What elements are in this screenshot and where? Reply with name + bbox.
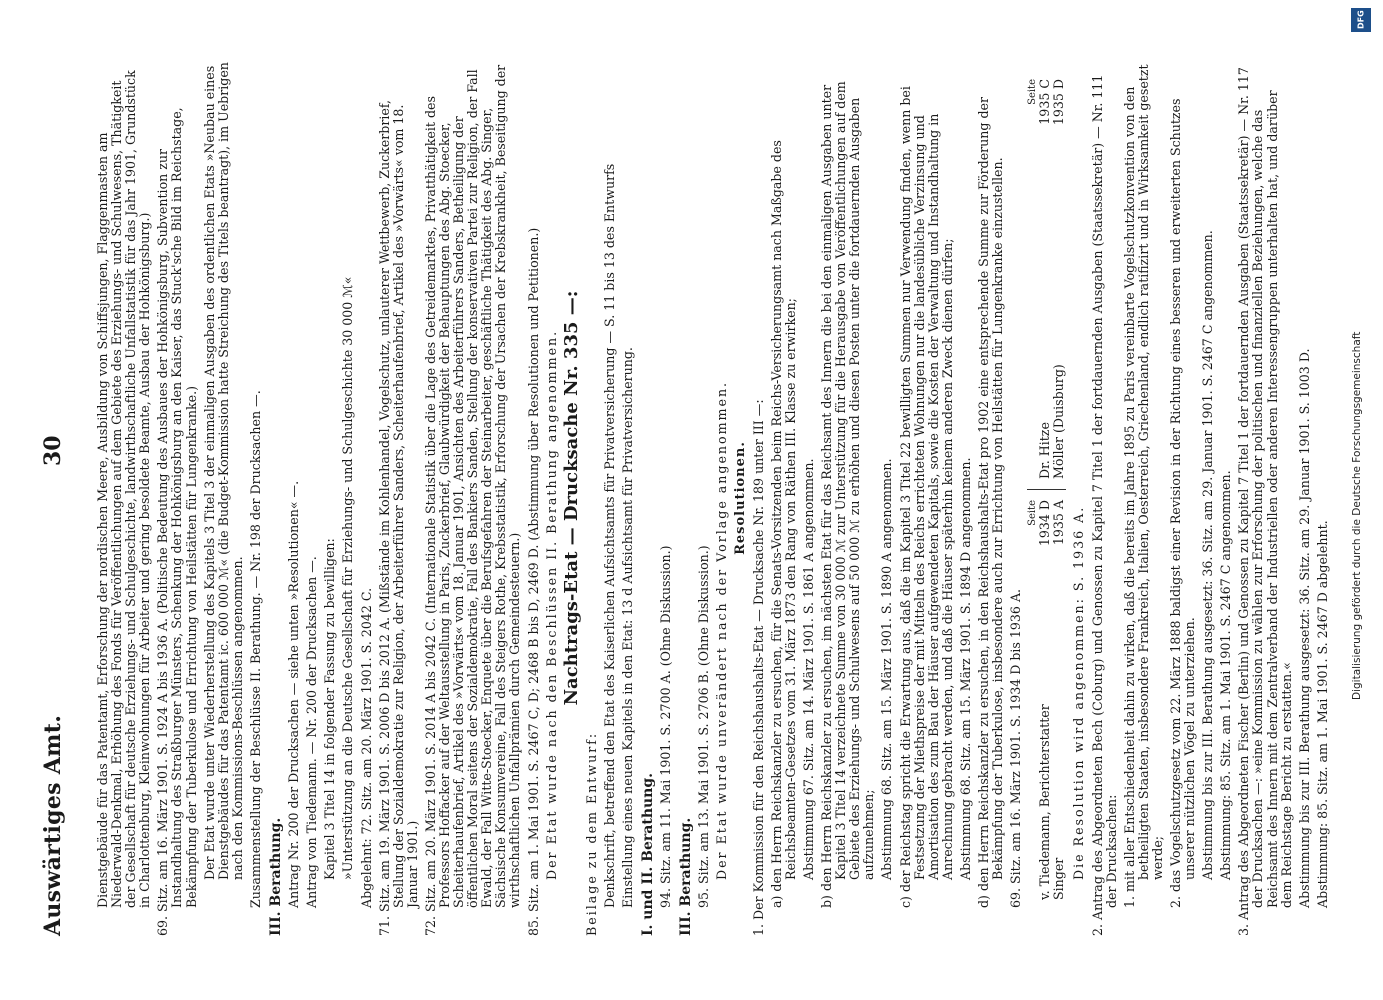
vote-result: Die Resolution wird angenommen: S. 1936 A. — [1071, 505, 1087, 880]
resolution-item: 2. Antrag des Abgeordneten Bech (Coburg) und Genossen zu Kapitel 7 Titel 1 der fortdauernden Ausgaben (Staatssekretär) — Nr. 111 der Drucksachen: — [1089, 74, 1119, 936]
resolution-item: 3. Antrag des Abgeordneten Fischer (Berlin) und Genossen zu Kapitel 7 Titel 1 der fortdauernden Ausgaben (Staatssekretär) — Nr. 117 der Drucksachen —: »eine Kommission zu wählen zur Erforschung der politischen und finanziellen Beziehungen, welche das Reichsamt des Innern mit dem Zentralverband der Industriellen oder anderen Interessengruppen unterhalten hat, und darüber dem Reichstage Bericht zu erstatten.« — [1236, 67, 1294, 936]
session-entry: 72. Sitz. am 20. März 1901. S. 2014 A bis 2042 C. (Internationale Statistik über die Lage des Getreidemarktes, Privatthätigkeit des Professors Hoffacker auf der Weltausstellung in Paris, Zuckerbrief, Glaubwürdigkeit der Behauptungen des Abg. Stoecker, Scheiterhaufenbrief, Artikel des »Vorwärts« vom 18. Januar 1901, Ansichten des Arbeiterführers Sanders, Betheiligung der öffentlichen Moral seitens der Sozialdemokratie, Fall des Bankiers Sanden, Stellung der konservativen Partei zur Religion, der Fall Ewald, der Fall Witte-Stoecker, Enquete über die Berufsgefahren der Steinarbeiter, geschäftliche Thätigkeit des Abg. Singer, Sächsische Konsumvereine, Fall des Steigers Rothe, Krebsstatistik, Erforschung der Ursachen der Krebskrankheit, Beseitigung der wirthschaftlichen Unfallprämien durch Gemeindesteuern.) — [422, 64, 523, 936]
speaker-page: 1935 C — [1037, 79, 1053, 125]
section-heading: I. und II. Berathung. — [640, 772, 657, 936]
dfg-logo-icon: DFG — [1351, 8, 1371, 32]
page-header — [14, 60, 84, 936]
resolution-subitem: a) den Herrn Reichskanzler zu ersuchen, für die Senats-Vorsitzenden beim Reichs-Versicherungsamt nach Maßgabe des Reichsbeamten-Gesetzes vom 31. März 1873 den Rang von Räthen III. Klasse zu erwirken; — [768, 140, 798, 908]
paragraph: Der Etat wurde nach den Beschlüssen II. Berathung angenommen. — [543, 329, 559, 880]
speaker-name: v. Tiedemann, Berichterstatter — [1037, 704, 1053, 900]
paragraph: Der Etat wurde unverändert nach der Vorlage angenommen. — [714, 380, 730, 880]
session-entry: 95. Sitz. am 13. Mai 1901. S. 2706 B. (Ohne Diskussion.) — [696, 545, 712, 908]
resolution-subitem: 1. mit aller Entschiedenheit dahin zu wirken, daß die bereits im Jahre 1895 zu Paris vereinbarte Vogelschutzkonvention von den betheiligten Staaten, insbesondere Frankreich, Italien, Oesterreich, Griechenland, endlich ratifizirt und in Wirksamkeit gesetzt werde; — [1121, 64, 1165, 908]
table-row — [1038, 79, 1052, 479]
session-entry: 85. Sitz. am 1. Mai 1901. S. 2467 C, D; 2468 B bis D, 2469 D. (Abstimmung über Resolutionen und Petitionen.) — [525, 227, 541, 936]
vote-result: Abstimmung 67. Sitz. am 14. März 1901. S. 1861 A angenommen. — [800, 458, 816, 880]
section-title: Nachtrags-Etat — Drucksache Nr. 335 —: — [560, 290, 582, 706]
table-header: Seite — [1027, 79, 1039, 105]
page-content — [96, 60, 1366, 936]
vote-result: Abstimmung bis zur III. Berathung ausgesetzt: 36. Sitz. am 29. Januar 1901. S. 1003 D. — [1296, 348, 1312, 908]
paragraph: Kapitel 3 Titel 14 in folgender Fassung zu bewilligen: — [322, 538, 338, 880]
paragraph: Beilage zu dem Entwurf: — [583, 731, 599, 936]
quote: »Unterstützung an die Deutsche Gesellschaft für Erziehungs- und Schulgeschichte 30 000 ℳ« — [340, 276, 356, 880]
digitization-note: Digitalisierung gefördert durch die Deutsche Forschungsgemeinschaft — [1351, 331, 1363, 701]
session-entry: 69. Sitz. am 16. März 1901. S. 1924 A bis 1936 A. (Politische Bedeutung des Ausbaues der Hohkönigsburg, Subvention zur Instandhaltung des Straßburger Münsters, Schenkung der Hohkönigsburg an den Kaiser, das Stuck'sche Bild im Reichstage, Bekämpfung der Tuberkulose und Errichtung von Heilstätten für Lungenkranke.) — [155, 107, 199, 936]
speaker-page: 1935 D — [1051, 79, 1067, 126]
vote-result: Abstimmung bis zur III. Berathung ausgesetzt: 36. Sitz. am 29. Januar 1901. S. 2467 C angenommen. — [1200, 230, 1216, 880]
session-entry: 69. Sitz. am 16. März 1901. S. 1934 D bis 1936 A. — [1008, 588, 1024, 908]
paragraph: Dienstgebäude für das Patentamt, Erforschung der nordischen Meere, Ausbildung von Schiffsjungen, Flaggenmasten am Niederwald-Denkmal, Erhöhung des Fonds für Veröffentlichungen auf dem Gebiete des Erziehungs- und Schulwesens, Thätigkeit der Gesellschaft für deutsche Erziehungs- und Schulgeschichte, landwirthschaftliche Unfallstatistik für das Jahr 1901, Grundstück in Charlottenburg, Kleinwohnungen für Arbeiter und gering besoldete Beamte, Ausbau der Hohkönigsburg.) — [95, 70, 153, 908]
vote-result: Abstimmung: 85. Sitz. am 1. Mai 1901. S. 2467 D abgelehnt. — [1314, 520, 1330, 908]
resolution-subitem: d) den Herrn Reichskanzler zu ersuchen, in den Reichshaushalts-Etat pro 1902 eine entsprechende Summe zur Förderung der Bekämpfung der Tuberkulose, insbesondere auch zur Errichtung von Heilstätten für Lungenkranke einzustellen. — [975, 96, 1006, 908]
section-heading: III. Berathung. — [678, 817, 695, 936]
paragraph: Der Etat wurde unter Wiederherstellung des Kapitels 3 Titel 3 der einmaligen Ausgaben des ordentlichen Etats »Neubau eines Dienstgebäudes für das Patentamt ic. 600 000 ℳ« (die Budget-Kommission hatte Streichung des Titels beantragt), im Uebrigen nach den Kommissions-Beschlüssen angenommen. — [201, 62, 245, 880]
resolution-item: 1. Der Kommission für den Reichshaushalts-Etat — Drucksache Nr. 189 unter III —: — [750, 399, 766, 936]
paragraph: Abgelehnt: 72. Sitz. am 20. März 1901. S. 2042 C. — [358, 587, 374, 908]
section-heading: III. Berathung. — [268, 817, 285, 936]
table-row — [1052, 79, 1066, 479]
paragraph: Zusammenstellung der Beschlüsse II. Berathung. — Nr. 198 der Drucksachen —. — [247, 390, 263, 908]
resolution-subitem: 2. das Vogelschutzgesetz vom 22. März 1888 baldigst einer Revision in der Richtung eines besseren und erweiterten Schutzes unserer nützlichen Vögel zu unterziehen. — [1168, 98, 1198, 908]
resolutions-heading: Resolutionen. — [732, 441, 748, 555]
vote-result: Abstimmung 68. Sitz. am 15. März 1901. S. 1894 D angenommen. — [957, 457, 973, 880]
table-header: Seite — [1027, 500, 1039, 526]
vote-result: Abstimmung 68. Sitz. am 15. März 1901. S. 1890 A angenommen. — [879, 458, 895, 880]
paragraph: Antrag von Tiedemann. — Nr. 200 der Drucksachen —. — [304, 556, 320, 908]
speaker-table — [1027, 60, 1066, 900]
table-row — [1052, 500, 1066, 900]
speaker-col-right — [1027, 79, 1066, 479]
session-entry: 94. Sitz. am 11. Mai 1901. S. 2700 A. (Ohne Diskussion.) — [658, 545, 674, 908]
speaker-col-left — [1027, 500, 1066, 900]
vote-result: Abstimmung: 85. Sitz. am 1. Mai 1901. S. 2467 C angenommen. — [1218, 470, 1234, 880]
speaker-name: Singer — [1051, 857, 1067, 900]
page-number: 30 — [40, 435, 66, 466]
paragraph: Einstellung eines neuen Kapitels in den Etat: 13 d Aufsichtsamt für Privatversicherung. — [620, 347, 635, 908]
table-row — [1038, 500, 1052, 900]
session-entry: 71. Sitz. am 19. März 1901. S. 2006 D bis 2012 A. (Mißstände im Kohlenhandel, Vogelschutz, unlauterer Wettbewerb, Zuckerbrief, Stellung der Sozialdemokratie zur Religion, der Arbeiterführer Sanders, Scheiterhaufenbrief, Artikel des »Vorwärts« vom 18. Januar 1901.) — [376, 99, 420, 936]
speaker-name: Möller (Duisburg) — [1051, 364, 1067, 479]
paragraph: Antrag Nr. 200 der Drucksachen — siehe unten »Resolutionen« —. — [286, 480, 302, 908]
speaker-page: 1934 D — [1037, 500, 1053, 547]
speaker-page: 1935 A — [1051, 500, 1067, 546]
speaker-name: Dr. Hitze — [1037, 422, 1053, 479]
paragraph: Denkschrift, betreffend den Etat des Kaiserlichen Aufsichtsamts für Privatversicherung — S. 11 bis 13 des Entwurfs — [601, 163, 617, 908]
header-title: Auswärtiges Amt. — [40, 714, 66, 936]
column-divider — [1027, 489, 1066, 490]
resolution-subitem: b) den Herrn Reichskanzler zu ersuchen, im nächsten Etat für das Reichsamt des Innern die bei den einmaligen Ausgaben unter Kapitel 3 Titel 14 verzeichnete Summe von 30 000 ℳ zur Unterstützung für die Herausgabe von Veröffentlichungen auf dem Gebiete des Erziehungs- und Schulwesens auf 50 000 ℳ zu erhöhen und diesen Posten unter die fortdauernden Ausgaben aufzunehmen; — [819, 81, 877, 908]
resolution-subitem: c) der Reichstag spricht die Erwartung aus, daß die im Kapitel 3 Titel 22 bewilligten Summen nur Verwendung finden, wenn bei Festsetzung der Miethspreise der mit Mitteln des Reichs errichteten Wohnungen nur die landesübliche Verzinsung und Amortisation des zum Bau der Häuser aufgewendeten Kapitals, sowie die Kosten der Verwaltung und Instandhaltung in Anrechnung gebracht werden, und daß die Häuser späterhin keinem anderen Zweck dienen dürfen; — [897, 86, 955, 908]
